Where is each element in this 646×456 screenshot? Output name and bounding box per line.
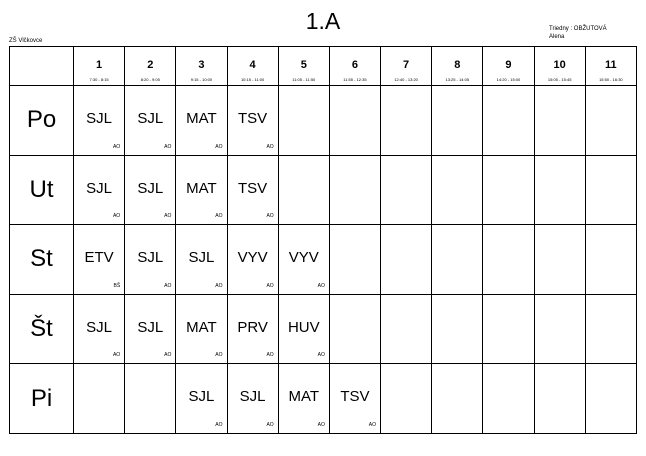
lesson-cell <box>432 155 483 225</box>
lesson-cell <box>381 86 432 156</box>
period-header-4 <box>227 47 278 86</box>
lesson-subject: SJL <box>137 179 164 197</box>
day-row-2 <box>10 225 637 295</box>
period-time: 11:05 - 11:50 <box>292 77 316 82</box>
lesson-cell <box>432 364 483 434</box>
lesson-cell <box>585 294 636 364</box>
lesson-cell <box>381 225 432 295</box>
period-number: 11 <box>605 59 617 71</box>
period-time: 15:05 - 15:45 <box>547 77 572 82</box>
lesson-subject: HUV <box>287 318 320 336</box>
lesson-cell <box>483 155 534 225</box>
lesson-teacher-code: AO <box>266 352 274 359</box>
day-row-1 <box>10 155 637 225</box>
lesson-cell <box>483 294 534 364</box>
lesson-subject: SJL <box>188 249 215 267</box>
period-number: 3 <box>198 59 205 71</box>
lesson-cell <box>585 225 636 295</box>
lesson-teacher-code: AO <box>164 143 172 150</box>
lesson-subject: SJL <box>188 388 215 406</box>
lesson-subject: TSV <box>340 388 370 406</box>
lesson-teacher-code: AO <box>266 422 274 428</box>
lesson-subject: VYV <box>288 249 319 267</box>
period-time: 12:40 - 13:20 <box>394 77 418 82</box>
period-time: 9:15 - 10:00 <box>190 77 213 82</box>
lesson-subject: SJL <box>86 318 113 336</box>
period-time: 8:20 - 9:05 <box>140 77 160 82</box>
lesson-subject: SJL <box>86 179 113 197</box>
lesson-subject: VYV <box>237 249 268 267</box>
period-header-8 <box>432 47 483 86</box>
lesson-cell <box>278 225 329 295</box>
lesson-cell <box>483 86 534 156</box>
period-number: 8 <box>454 59 461 71</box>
lesson-cell <box>329 294 380 364</box>
lesson-subject: ETV <box>84 249 114 267</box>
lesson-cell <box>176 86 227 156</box>
lesson-subject: MAT <box>186 110 217 127</box>
period-number: 9 <box>505 59 512 71</box>
lesson-subject: SJL <box>137 318 164 336</box>
corner-cell <box>10 47 74 86</box>
day-label: St <box>10 225 74 295</box>
period-time: 11:55 - 12:35 <box>343 77 367 82</box>
period-number: 1 <box>96 59 103 71</box>
lesson-cell <box>329 364 380 434</box>
lesson-teacher-code: AO <box>215 282 223 289</box>
lesson-teacher-code: AO <box>164 282 172 289</box>
timetable-grid <box>9 46 637 434</box>
period-header-1 <box>74 47 125 86</box>
lesson-cell <box>432 225 483 295</box>
lesson-subject: MAT <box>186 179 217 197</box>
period-header-2 <box>125 47 176 86</box>
period-number: 6 <box>351 59 358 71</box>
lesson-teacher-code: AO <box>266 213 274 220</box>
lesson-cell <box>585 86 636 156</box>
lesson-cell <box>329 86 380 156</box>
lesson-teacher-code: AO <box>368 422 377 428</box>
lesson-teacher-code: AO <box>164 352 172 359</box>
lesson-subject: PRV <box>237 318 268 336</box>
lesson-subject: MAT <box>186 318 217 336</box>
lesson-cell <box>278 155 329 225</box>
period-time: 14:20 - 15:00 <box>496 77 521 82</box>
lesson-subject: SJL <box>239 388 266 406</box>
lesson-cell <box>381 364 432 434</box>
period-number: 4 <box>249 59 256 71</box>
lesson-cell <box>329 225 380 295</box>
period-number: 2 <box>147 59 154 71</box>
class-teacher <box>549 25 607 41</box>
period-time: 13:25 - 14:05 <box>445 77 470 82</box>
period-time: 15:50 - 16:30 <box>599 77 623 82</box>
lesson-cell <box>534 225 585 295</box>
lesson-cell <box>534 294 585 364</box>
lesson-cell <box>125 364 176 434</box>
day-row-0 <box>10 86 637 156</box>
lesson-cell <box>176 294 227 364</box>
period-header-6 <box>329 47 380 86</box>
lesson-cell <box>74 364 125 434</box>
lesson-subject: MAT <box>288 388 320 406</box>
lesson-teacher-code: AO <box>215 422 223 428</box>
lesson-cell <box>483 364 534 434</box>
period-header-9 <box>483 47 534 86</box>
period-number: 10 <box>553 59 566 71</box>
lesson-cell <box>74 155 125 225</box>
period-header-5 <box>278 47 329 86</box>
lesson-teacher-code: AO <box>112 352 121 359</box>
period-header-3 <box>176 47 227 86</box>
day-row-3 <box>10 294 637 364</box>
day-label: Po <box>10 86 74 156</box>
lesson-cell <box>381 155 432 225</box>
day-label: Št <box>10 294 74 364</box>
lesson-cell <box>432 294 483 364</box>
lesson-cell <box>74 225 125 295</box>
lesson-cell <box>329 155 380 225</box>
lesson-cell <box>227 294 278 364</box>
period-header-10 <box>534 47 585 86</box>
lesson-cell <box>534 364 585 434</box>
lesson-subject: SJL <box>86 110 113 127</box>
lesson-cell <box>534 86 585 156</box>
period-time: 7:30 - 8:15 <box>89 77 109 82</box>
class-teacher-label: Triedny : OBŽUTOVÁ <box>549 26 607 32</box>
lesson-cell <box>534 155 585 225</box>
lesson-cell <box>227 225 278 295</box>
lesson-cell <box>176 225 227 295</box>
lesson-cell <box>483 225 534 295</box>
lesson-teacher-code: AO <box>112 213 121 220</box>
period-number: 7 <box>403 59 410 71</box>
lesson-cell <box>125 155 176 225</box>
lesson-cell <box>585 364 636 434</box>
period-header-7 <box>381 47 432 86</box>
lesson-subject: TSV <box>238 110 268 127</box>
lesson-teacher-code: AO <box>215 143 223 150</box>
period-time: 10:15 - 11:00 <box>240 77 265 82</box>
lesson-cell <box>227 364 278 434</box>
lesson-cell <box>227 155 278 225</box>
lesson-teacher-code: AO <box>215 213 223 220</box>
lesson-teacher-code: AO <box>266 143 274 150</box>
period-number: 5 <box>300 59 307 71</box>
lesson-subject: SJL <box>137 110 164 127</box>
lesson-subject: SJL <box>137 249 164 267</box>
lesson-cell <box>227 86 278 156</box>
lesson-cell <box>125 225 176 295</box>
day-label: Ut <box>10 155 74 225</box>
period-header-row <box>10 47 637 86</box>
lesson-cell <box>125 86 176 156</box>
period-header-11 <box>585 47 636 86</box>
lesson-teacher-code: AO <box>215 352 223 359</box>
lesson-cell <box>125 294 176 364</box>
lesson-cell <box>585 155 636 225</box>
lesson-teacher-code: AO <box>317 352 325 359</box>
lesson-cell <box>381 294 432 364</box>
lesson-cell <box>176 155 227 225</box>
day-row-4 <box>10 364 637 434</box>
lesson-teacher-code: AO <box>266 282 274 289</box>
class-teacher-first-name: Alena <box>549 34 565 40</box>
class-title: 1.A <box>305 8 341 34</box>
lesson-teacher-code: AO <box>317 422 325 428</box>
lesson-cell <box>74 294 125 364</box>
lesson-cell <box>278 294 329 364</box>
school-name: ZŠ Vlčkovce <box>9 38 43 44</box>
lesson-cell <box>176 364 227 434</box>
lesson-cell <box>278 364 329 434</box>
lesson-teacher-code: AO <box>317 282 325 289</box>
lesson-teacher-code: AO <box>164 213 172 220</box>
lesson-teacher-code: BŠ <box>113 282 121 289</box>
lesson-teacher-code: AO <box>112 143 121 150</box>
lesson-cell <box>278 86 329 156</box>
lesson-cell <box>74 86 125 156</box>
lesson-subject: TSV <box>238 179 268 197</box>
day-label: Pi <box>10 364 74 434</box>
lesson-cell <box>432 86 483 156</box>
